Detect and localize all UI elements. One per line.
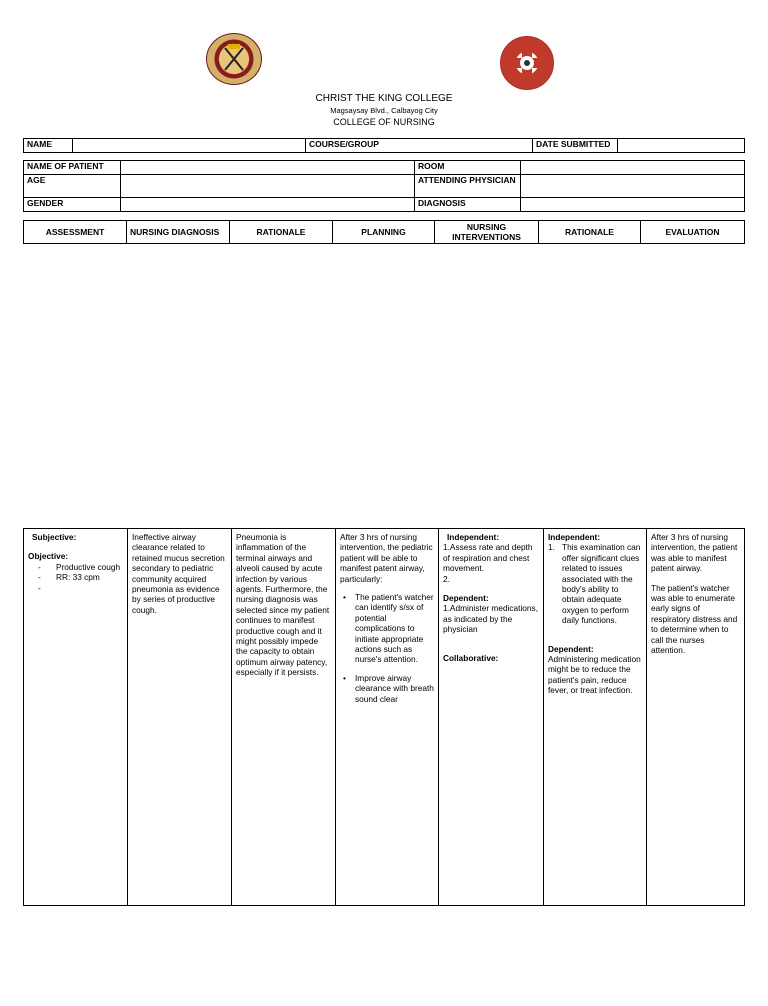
department-name: COLLEGE OF NURSING (333, 117, 435, 127)
age-field[interactable] (121, 175, 415, 198)
col-nursing-diagnosis: NURSING DIAGNOSIS (127, 221, 230, 244)
planning-goal: • Improve airway clearance with breath sound clear (340, 673, 434, 704)
care-plan-header (23, 220, 745, 244)
objective-item: - Productive cough (28, 562, 123, 572)
rationale-dependent-text: Administering medication might be to reduce the patient's pain, reduce fever, or treat infection. (548, 654, 641, 696)
objective-item: - RR: 33 cpm (28, 572, 123, 582)
patient-name-label: NAME OF PATIENT (24, 161, 121, 175)
course-label: COURSE/GROUP (306, 139, 533, 153)
independent-item-1: 1.Assess rate and depth of respiration and chest movement. (443, 542, 533, 574)
rationale-independent-item (548, 542, 642, 625)
gender-field[interactable] (121, 198, 415, 212)
planning-goal: • The patient's watcher can identify s/sx of potential complications to initiate appropriate actions such as nurse's attention. (340, 592, 434, 665)
planning-goals (340, 592, 434, 704)
rationale2-cell (544, 529, 647, 906)
evaluation-p1: After 3 hrs of nursing intervention, the patient was able to manifest patent airway. (651, 532, 738, 574)
dependent-label: Dependent: (443, 593, 489, 604)
nursing-seal-logo (500, 36, 554, 90)
name-label: NAME (24, 139, 73, 153)
diagnosis-label: DIAGNOSIS (415, 198, 521, 212)
col-nursing-interventions: NURSING INTERVENTIONS (435, 221, 539, 244)
objective-label: Objective: (28, 551, 69, 562)
diagnosis-field[interactable] (521, 198, 745, 212)
col-rationale: RATIONALE (230, 221, 333, 244)
attending-label: ATTENDING PHYSICIAN (415, 175, 521, 198)
diagnosis-cell: Ineffective airway clearance related to retained mucus secretion secondary to pediatric community acquired pneumonia as evidence by series of productive cough. (128, 529, 232, 906)
gender-label: GENDER (24, 198, 121, 212)
room-label: ROOM (415, 161, 521, 175)
student-info-table (23, 138, 745, 153)
subjective-label: Subjective: (32, 532, 77, 542)
college-name: CHRIST THE KING COLLEGE (315, 93, 453, 104)
patient-info-table (23, 160, 745, 212)
evaluation-cell (647, 529, 745, 906)
rationale-item-number: 1. (548, 542, 555, 553)
independent-item-2: 2. (443, 573, 450, 584)
date-field[interactable] (618, 139, 745, 153)
rationale-cell: Pneumonia is inflammation of the terminal airways and alveoli caused by acute infection by various agents. Furthermore, the nursing diagnosis was selected since my patient continues to manifest productive cough and it might possibly impede the capacity to obtain optimum airway patency, especially if it persists. (232, 529, 336, 906)
rationale-dependent-label: Dependent: (548, 643, 594, 654)
col-assessment: ASSESSMENT (24, 221, 127, 244)
evaluation-p2: The patient's watcher was able to enumerate early signs of respiratory distress and to determine when to call the nurses attention. (651, 582, 738, 656)
care-plan-body (23, 528, 745, 906)
objective-list (28, 562, 123, 593)
rationale-item-text: This examination can offer significant clues related to issues associated with the body's ability to obtain adequate oxygen to perform daily functions. (562, 542, 641, 626)
college-address: Magsaysay Blvd., Calbayog City (330, 106, 438, 115)
assessment-cell (24, 529, 128, 906)
col-planning: PLANNING (333, 221, 435, 244)
objective-item (28, 583, 123, 593)
patient-name-field[interactable] (121, 161, 415, 175)
age-label: AGE (24, 175, 121, 198)
college-seal-logo (206, 33, 262, 85)
col-evaluation: EVALUATION (641, 221, 745, 244)
planning-intro: After 3 hrs of nursing intervention, the pediatric patient will be able to manifest patent airway, particularly: (340, 532, 433, 584)
rationale-independent-label: Independent: (548, 532, 601, 542)
interventions-cell (439, 529, 544, 906)
name-field[interactable] (73, 139, 306, 153)
room-field[interactable] (521, 161, 745, 175)
independent-label: Independent: (447, 532, 500, 542)
col-rationale-2: RATIONALE (539, 221, 641, 244)
date-label: DATE SUBMITTED (533, 139, 618, 153)
planning-cell (336, 529, 439, 906)
attending-field[interactable] (521, 175, 745, 198)
dependent-item-1: 1.Administer medications, as indicated by the physician (443, 603, 538, 635)
collaborative-label: Collaborative: (443, 652, 499, 663)
